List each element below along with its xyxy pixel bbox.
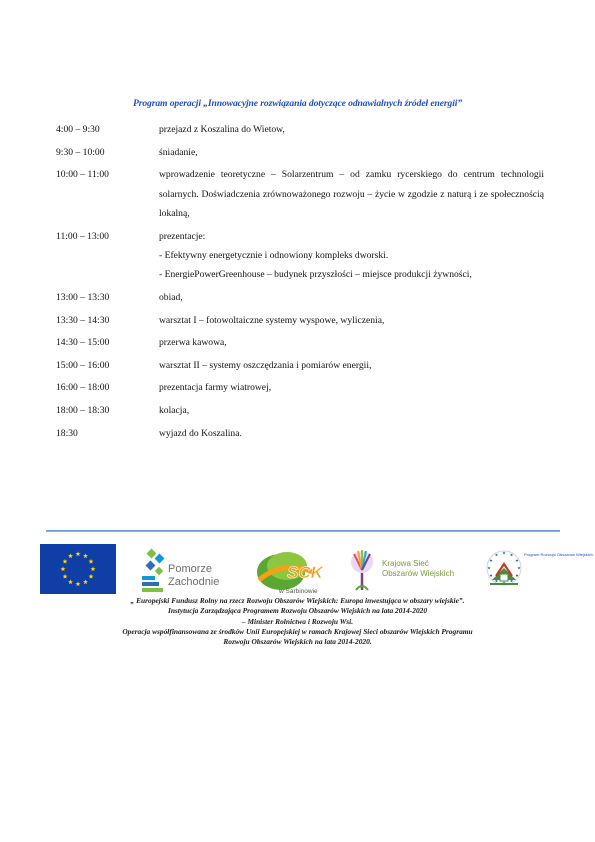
schedule-text: przejazd z Koszalina do Wietow, [159, 124, 285, 135]
schedule-row [56, 424, 544, 443]
schedule-row [56, 288, 544, 307]
schedule [56, 120, 544, 446]
schedule-time: 13:30 – 14:30 [56, 314, 110, 326]
sck-text: SCK [287, 563, 323, 582]
schedule-time: 18:30 [56, 427, 78, 439]
schedule-text: kolacja, [159, 404, 190, 416]
schedule-row [56, 401, 544, 420]
schedule-time: 9:30 – 10:00 [56, 146, 105, 158]
sponsor-logos [38, 542, 593, 596]
schedule-time: 14:30 – 15:00 [56, 337, 110, 349]
schedule-row [56, 356, 544, 375]
schedule-text: prezentacja farmy wiatrowej, [159, 382, 272, 394]
prow-star-icon [489, 574, 492, 577]
schedule-text: warsztat II – systemy oszczędzania i pomiarów energii, [159, 359, 372, 371]
schedule-row [56, 333, 544, 352]
schedule-row [56, 378, 544, 397]
pomorze-line2: Zachodnie [168, 576, 220, 588]
prow-star-icon [515, 574, 518, 577]
schedule-time: 13:00 – 13:30 [56, 292, 110, 303]
schedule-row [56, 311, 544, 330]
pomorze-zachodnie-logo [138, 546, 234, 594]
footer-funding-note [30, 596, 565, 647]
schedule-subitem: - Efektywny energetycznie i odnowiony kompleks dworski. [159, 250, 389, 261]
schedule-text: prezentacje: [159, 230, 206, 242]
schedule-time: 18:00 – 18:30 [56, 404, 110, 416]
sck-sarbinowo-logo [253, 546, 333, 596]
eu-flag-logo [40, 544, 116, 594]
schedule-time: 4:00 – 9:30 [56, 124, 100, 135]
prow-star-icon [517, 566, 520, 569]
schedule-time: 11:00 – 13:00 [56, 230, 109, 242]
schedule-row [56, 227, 544, 285]
schedule-time: 10:00 – 11:00 [56, 169, 109, 181]
schedule-time: 15:00 – 16:00 [56, 359, 110, 371]
schedule-block [159, 227, 544, 285]
prow-star-icon [487, 566, 490, 569]
footer-line: „ Europejski Fundusz Rolny na rzecz Rozwoju Obszarów Wiejskich: Europa inwestująca w obszary wiejskie”. [130, 596, 465, 605]
separator-line [46, 530, 560, 532]
schedule-text: wyjazd do Koszalina. [159, 427, 242, 439]
document-title: Program operacji „Innowacyjne rozwiązania dotyczące odnawialnych źródeł energii” [132, 98, 463, 109]
schedule-text: obiad, [159, 292, 183, 303]
schedule-text: warsztat I – fotowoltaiczne systemy wyspowe, wyliczenia, [159, 314, 385, 326]
schedule-time: 16:00 – 18:00 [56, 382, 110, 394]
prow-text: Program Rozwoju Obszarów Wiejskich [524, 552, 593, 557]
sck-subtext: w Sarbinowie [279, 588, 318, 595]
footer-line: Instytucja Zarządzająca Programem Rozwoju Obszarów Wiejskich na lata 2014-2020 [167, 606, 428, 616]
footer-line: Rozwoju Obszarów Wiejskich na lata 2014-2020. [223, 637, 372, 647]
ksow-logo [348, 544, 468, 596]
schedule-text: wprowadzenie teoretyczne – Solarzentrum – od zamku rycerskiego do centrum technologii solarnych. Doświadczenia zrównoważonego rozwoju – życie w zgodzie z naturą i ze społecznością lokalną, [159, 169, 544, 219]
ksow-line2: Obszarów Wiejskich [382, 569, 455, 578]
pomorze-line1: Pomorze [168, 563, 213, 575]
schedule-row [56, 143, 544, 162]
schedule-text: śniadanie, [159, 146, 198, 158]
footer-line: Operacja współfinansowana ze środków Unii Europejskiej w ramach Krajowej Sieci obszarów Wiejskich Programu [122, 626, 473, 636]
prow-star-icon [502, 551, 505, 554]
schedule-row [56, 165, 544, 223]
prow-logo [484, 544, 593, 596]
schedule-subitem: - EnergiePowerGreenhouse – budynek przyszłości – miejsce produkcji żywności, [159, 269, 472, 281]
ksow-line1: Krajowa Sieć [382, 559, 429, 568]
footer-line: – Minister Rolnictwa i Rozwoju Wsi. [241, 616, 354, 626]
schedule-row [56, 120, 544, 139]
schedule-text: przerwa kawowa, [159, 337, 227, 349]
